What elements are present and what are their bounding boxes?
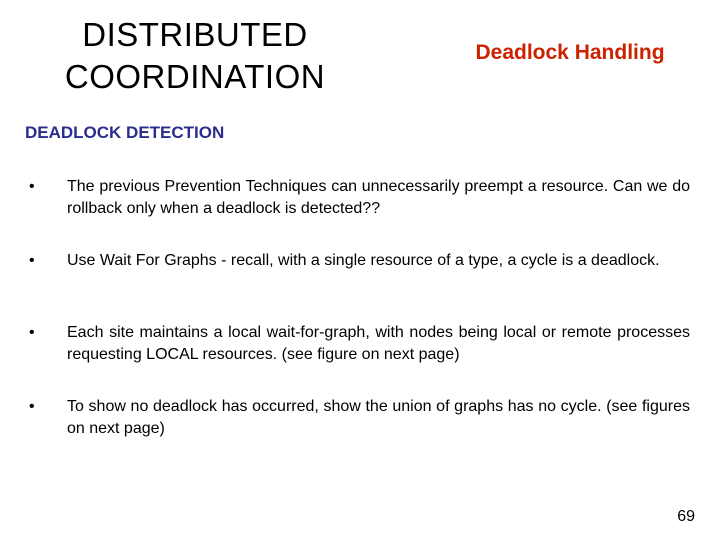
bullet-marker: • [29, 178, 35, 195]
section-heading: DEADLOCK DETECTION [25, 123, 225, 142]
bullet-text: Each site maintains a local wait-for-graph, with nodes being local or remote processes requesting LOCAL resources. (see figure on next page) [67, 324, 690, 363]
page-title [30, 14, 360, 98]
bullet-marker: • [29, 398, 35, 415]
bullet-text: To show no deadlock has occurred, show the union of graphs has no cycle. (see figures on next page) [67, 398, 690, 437]
page-title-line-2: COORDINATION [64, 58, 326, 95]
page-number: 69 [677, 508, 695, 525]
bullet-text: Use Wait For Graphs - recall, with a single resource of a type, a cycle is a deadlock. [67, 252, 660, 269]
bullet-marker: • [29, 252, 35, 269]
bullet-marker: • [29, 324, 35, 341]
slide-subtitle: Deadlock Handling [475, 41, 665, 64]
bullet-text: The previous Prevention Techniques can unnecessarily preempt a resource. Can we do rollback only when a deadlock is detected?? [67, 178, 690, 217]
page-title-line-1: DISTRIBUTED [82, 16, 308, 53]
